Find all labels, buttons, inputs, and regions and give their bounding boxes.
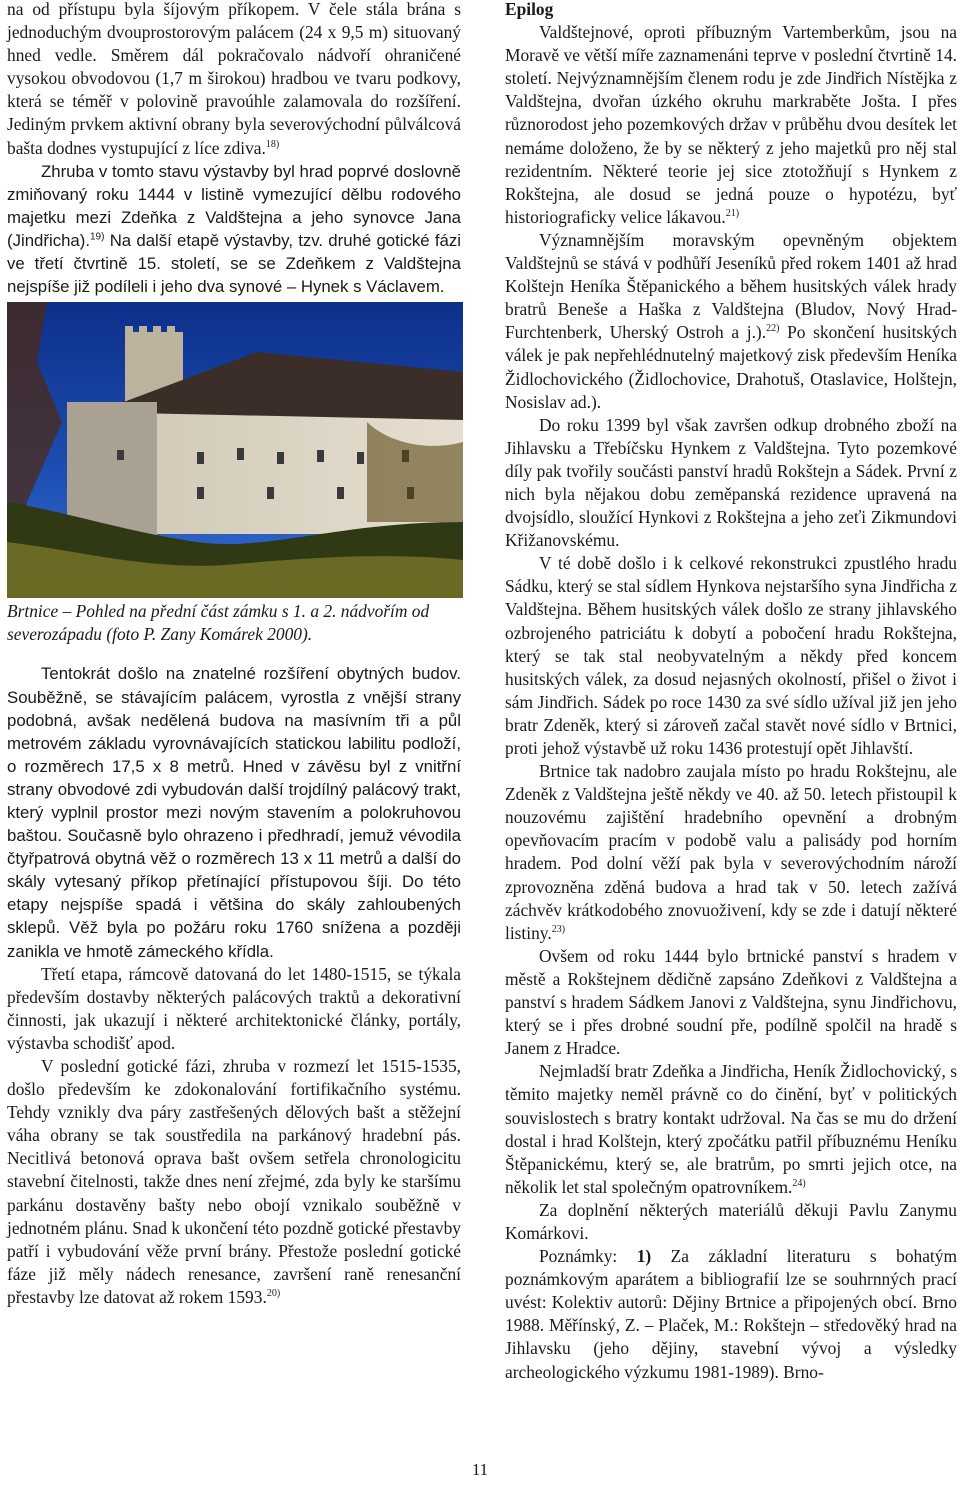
paragraph-text: na od přístupu byla šíjovým příkopem. V čele stála brána s jednoduchým dvouprostorovým palácem (24 x 9,5 m) situovaný hned vedle. Směrem dál pokračovalo nádvoří ohraničené vysokou obvodovou (1,7 m širokou) hradbou ve tvaru podkovy, která se téměř v polovině pravoúhle zalamovala do rozšíření. Jediným prvkem aktivní obrany byla severovýchodní půlválcová bašta dodnes vystupující z líce zdiva. <box>7 0 461 158</box>
note-number: 1) <box>636 1246 652 1267</box>
paragraph <box>505 1060 957 1199</box>
paragraph-text: Za základní literaturu s bohatým poznámkovým aparátem a bibliografií lze se souhrnných prací uvést: Kolektiv autorů: Dějiny Brtnice a připojených obcí. Brno 1988. Měřínský, Z. – Plaček, M.: Rokštejn – středověký hrad na Jihlavsku (jeho dějiny, stavební vývoj a výsledky archeologického výzkumu 1981-1989). Brno- <box>505 1246 957 1382</box>
paragraph <box>7 0 461 160</box>
notes-label: Poznámky: <box>539 1246 637 1267</box>
paragraph-text: Významnějším moravským opevněným objektem Valdštejnů se stává v podhůří Jeseníků před rokem 1401 až hrad Kolštejn Heníka Štěpanického a během husitských válek hrady bratrů Beneše a Haška z Valdštejna (Bludov, Nový Hrad-Furchtenberk, Uherský Ostroh a j.). <box>505 229 957 343</box>
footnote-ref: 20) <box>266 1288 281 1300</box>
paragraph: Ovšem od roku 1444 bylo brtnické panství s hradem v městě a Rokštejnem dědičně zapsáno Zdeňkovi z Valdštejna a panství s hradem Sádkem Janovi z Valdštejna, synu Jindřichovu, který se i přes drobné soudní pře, podílně spolčil na hradě s Janem z Hradce. <box>505 945 957 1059</box>
paragraph <box>505 21 957 229</box>
paragraph-text: Zhruba v tomto stavu výstavby byl hrad poprvé doslovně zmiňovaný roku 1444 v listině vymezující dělbu rodového majetku mezi Zdeňka z Valdštejna a jeho synovce Jana (Jindřicha). <box>7 161 461 250</box>
castle-photo <box>7 302 463 598</box>
spacer <box>7 646 461 662</box>
paragraph-text: Na další etapě výstavby, tzv. druhé gotické fázi ve třetí čtvrtině 15. století, se se Zdeňkem z Valdštejna nejspíše již podíleli i jeho dva synové – Hynek s Václavem. <box>7 230 461 297</box>
paragraph <box>505 229 957 414</box>
paragraph-text: Nejmladší bratr Zdeňka a Jindřicha, Heník Židlochovický, s těmito majetky neměl právně co do činění, byť v politických souvislostech s bratry kontakt udržoval. Na čas se mu do držení dostal i hrad Kolštejn, který zpočátku patřil příbuznému Heníku Štěpanickému, který se, ale bratrům, po smrti jejich otce, na několik let stal společným opatrovníkem. <box>505 1061 957 1197</box>
paragraph-text: Valdštejnové, oproti příbuzným Vartemberkům, jsou na Moravě ve větší míře zaznamenáni teprve v poslední čtvrtině 14. století. Nejvýznamnějším členem rodu je zde Jindřich Nístějka z Valdštejna, dvořan úzkého okruhu markraběte Jošta. I přes různorodost jeho pozemkových držav v průběhu dvou desítek let nemáme doloženo, že by se některý z jeho majetků pro něj stal rezidentním. Některé teorie jej sice ztotožňují s Hynkem z Rokštejna, ale dosud se jedná pouze o hypotézu, byť historiograficky velice lákavou. <box>505 22 957 227</box>
paragraph <box>7 160 461 299</box>
page-number: 11 <box>471 1460 489 1479</box>
footnote-ref: 22) <box>766 323 780 335</box>
left-column <box>7 0 461 1309</box>
footnote-ref: 24) <box>792 1177 806 1189</box>
paragraph: V té době došlo i k celkové rekonstrukci zpustlého hradu Sádku, který se stal sídlem Hynkova nejstaršího syna Jindřicha z Valdštejna. Během husitských válek došlo ze strany jihlavského ozbrojeného patriciátu k dobytí a pobočení hradu Rokštejna, který se tak stal neobyvatelným a někdy před koncem husitských válek, za dosud nejasných okolností, přišel o život i sám Jindřich. Sádek po roce 1430 za své sídlo užíval již jen jeho bratr Zdeněk, který si zároveň začal stavět nové sídlo v Brtnici, proti jehož výstavbě už roku 1436 protestují opět Jihlavští. <box>505 553 957 758</box>
paragraph: Za doplnění některých materiálů děkuji Pavlu Zanymu Komárkovi. <box>505 1199 957 1243</box>
paragraph: Třetí etapa, rámcově datovaná do let 1480-1515, se týkala především dostavby některých palácových traktů a dekorativní činnosti, jak ukazují i některé architektonické články, portály, výstavba schodišť apod. <box>7 963 461 1053</box>
footnote-ref: 23) <box>551 923 566 935</box>
right-column <box>505 0 957 1384</box>
paragraph <box>505 760 957 945</box>
footnote-ref: 21) <box>725 208 740 220</box>
paragraph-text: Po skončení husitských válek je pak nepřehlédnutelný majetkový zisk především Heníka Židlochovického (Židlochovice, Drahotuš, Otaslavice, Holštejn, Nosislav ad.). <box>505 322 957 412</box>
section-heading: Epilog <box>505 0 554 19</box>
paragraph-text: V poslední gotické fázi, zhruba v rozmezí let 1515-1535, došlo především ke zdokonalování fortifikačního systému. Tehdy vznikly dva páry zastřešených dělových bašt a stěžejní váha obrany se tak soustředila na parkánový hradební pás. Necitlivá betonová oprava bašt ovšem setřela chronologicitu stavební čitelnosti, takže dnes není zřejmé, zda byly ke staršímu parkánu dostavěny bašty nebo obojí vznikalo souběžně v jednotném plánu. Snad k ukončení této pozdně gotické přestavby patří i vybudování věže první brány. Přestože poslední gotické fáze již měly nádech renesance, završení raně renesanční přestavby lze datovat až rokem 1593. <box>7 1056 461 1307</box>
paragraph: Tentokrát došlo na znatelné rozšíření obytných budov. Souběžně, se stávajícím palácem, vyrostla z vnější strany podobná, avšak nedělená budova na masívním tři a půl metrovém základu vyrovnávajících statickou labilitu podloží, o rozměrech 17,5 x 8 metrů. Hned v závěsu byl z vnitřní strany obvodové zdi vybudován další trojdílný palácový trakt, který vyplnil prostor mezi novým stavením a polokruhovou baštou. Současně bylo ohrazeno i předhradí, jemuž vévodila čtyřpatrová obytná věž o rozměrech 13 x 11 metrů a další do skály vytesaný příkop přetínající přístupovou šíji. Do této etapy nejspíše spadá i většina do skály zahloubených sklepů. Věž byla po požáru roku 1760 snížena a později zanikla ve hmotě zámeckého křídla. <box>7 664 461 961</box>
paragraph-text: Brtnice tak nadobro zaujala místo po hradu Rokštejnu, ale Zdeněk z Valdštejna ještě někdy ve 40. až 50. letech přistoupil k nouzovému zajištění hradebního opevnění a drobným opevňovacím pracím v podobě valu a palisády pod horním hradem. Pod dolní věží pak byla v severovýchodním nároží zprovozněna zděná budova a hrad tak v 50. letech zažívá záchvěv krátkodobého znovuoživení, kdy se zde i datují některé listiny. <box>505 761 957 943</box>
photo-caption: Brtnice – Pohled na přední část zámku s 1. a 2. nádvořím od severozápadu (foto P. Zany Komárek 2000). <box>7 601 430 645</box>
paragraph <box>505 1245 957 1384</box>
paragraph: Do roku 1399 byl však završen odkup drobného zboží na Jihlavsku a Třebíčsku Hynkem z Valdštejna. Tyto pozemkové díly pak tvořily součásti panství hradů Rokštejn a Sádek. První z nich byla nějakou dobu zeměpanská rezidence upravená na dvojsídlo, sloužící Hynkovi z Rokštejna a jeho zeťi Zikmundovi Křižanovskému. <box>505 414 957 551</box>
paragraph <box>7 1055 461 1309</box>
footnote-ref: 18) <box>265 138 280 150</box>
footnote-ref: 19) <box>90 231 105 243</box>
